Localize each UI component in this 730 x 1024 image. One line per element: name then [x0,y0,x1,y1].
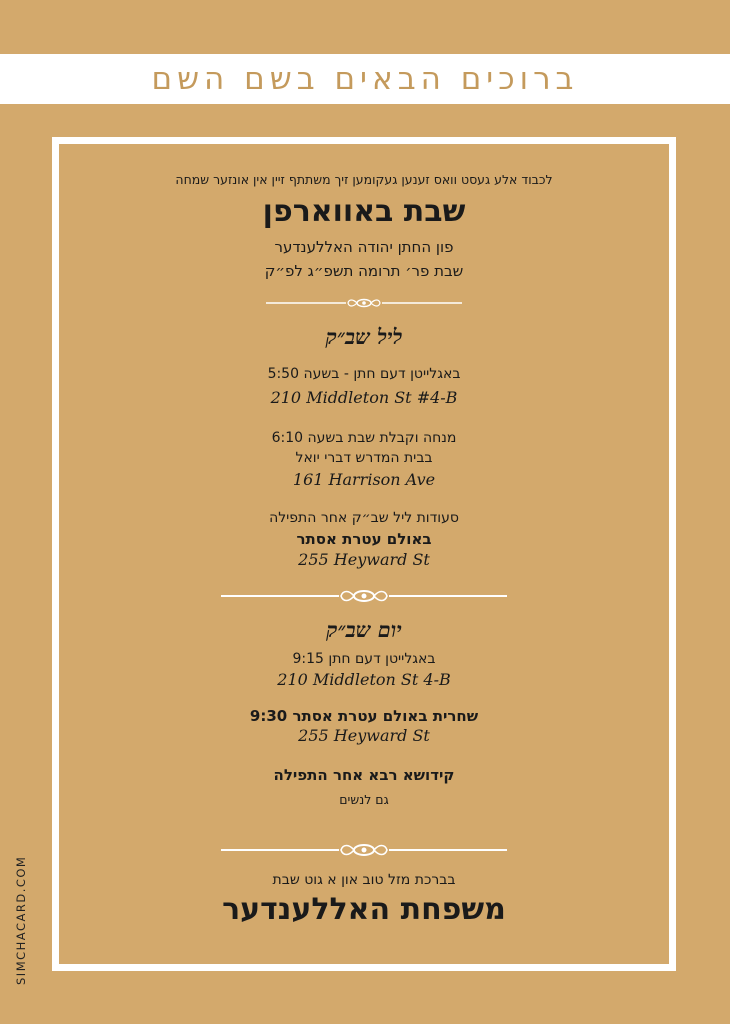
friday-escort-text: באגלייטן דעם חתן - בשעה 5:50 [267,366,461,382]
groom-line: פון החתן יהודה האללענדער [274,238,454,256]
friday-night-heading: ליל שב״ק [325,324,403,349]
flourish-icon [219,589,509,603]
family-signature: משפחת האללענדער [222,892,506,927]
kiddush-note: גם לנשים [339,792,389,807]
flourish-icon [219,843,509,857]
shabbos-escort-address: 210 Middleton St 4-B [277,670,451,689]
shabbos-day-heading: יום שב״ק [326,617,402,642]
meal-address: 255 Heyward St [298,550,430,569]
kiddush-text: קידושא רבא אחר התפילה [273,766,455,784]
shachris-text: שחרית באולם עטרת אסתר 9:30 [249,707,479,725]
mincha-address: 161 Harrison Ave [292,470,436,489]
friday-escort-address: 210 Middleton St #4-B [270,388,458,407]
ornament-divider-large [59,589,669,603]
shabbos-escort-text: באגלייטן דעם חתן 9:15 [292,651,436,667]
ornament-divider-large [59,843,669,857]
mincha-place: בבית המדרש דברי יואל [295,450,433,466]
meal-text: סעודות ליל שב״ק אחר התפילה [269,510,459,526]
welcome-banner [0,54,730,104]
intro-text: לכבוד אלע געסט וואס זענען געקומען זיך משתתף זיין אין אונזער שמחה [175,172,553,187]
welcome-text: ברוכים הבאים בשם השם [151,61,579,97]
website-credit: SIMCHACARD.COM [14,855,28,985]
ornament-divider-small [59,296,669,310]
meal-place: באולם עטרת אסתר [296,530,432,548]
mincha-text: מנחה וקבלת שבת בשעה 6:10 [271,430,457,446]
flourish-icon [264,296,464,310]
shachris-address: 255 Heyward St [298,726,430,745]
event-title: שבת באווארפן [262,194,466,229]
date-line: שבת פר׳ תרומה תשפ״ג לפ״ק [264,262,464,280]
closing-blessing: בברכת מזל טוב און א גוט שבת [272,872,456,888]
